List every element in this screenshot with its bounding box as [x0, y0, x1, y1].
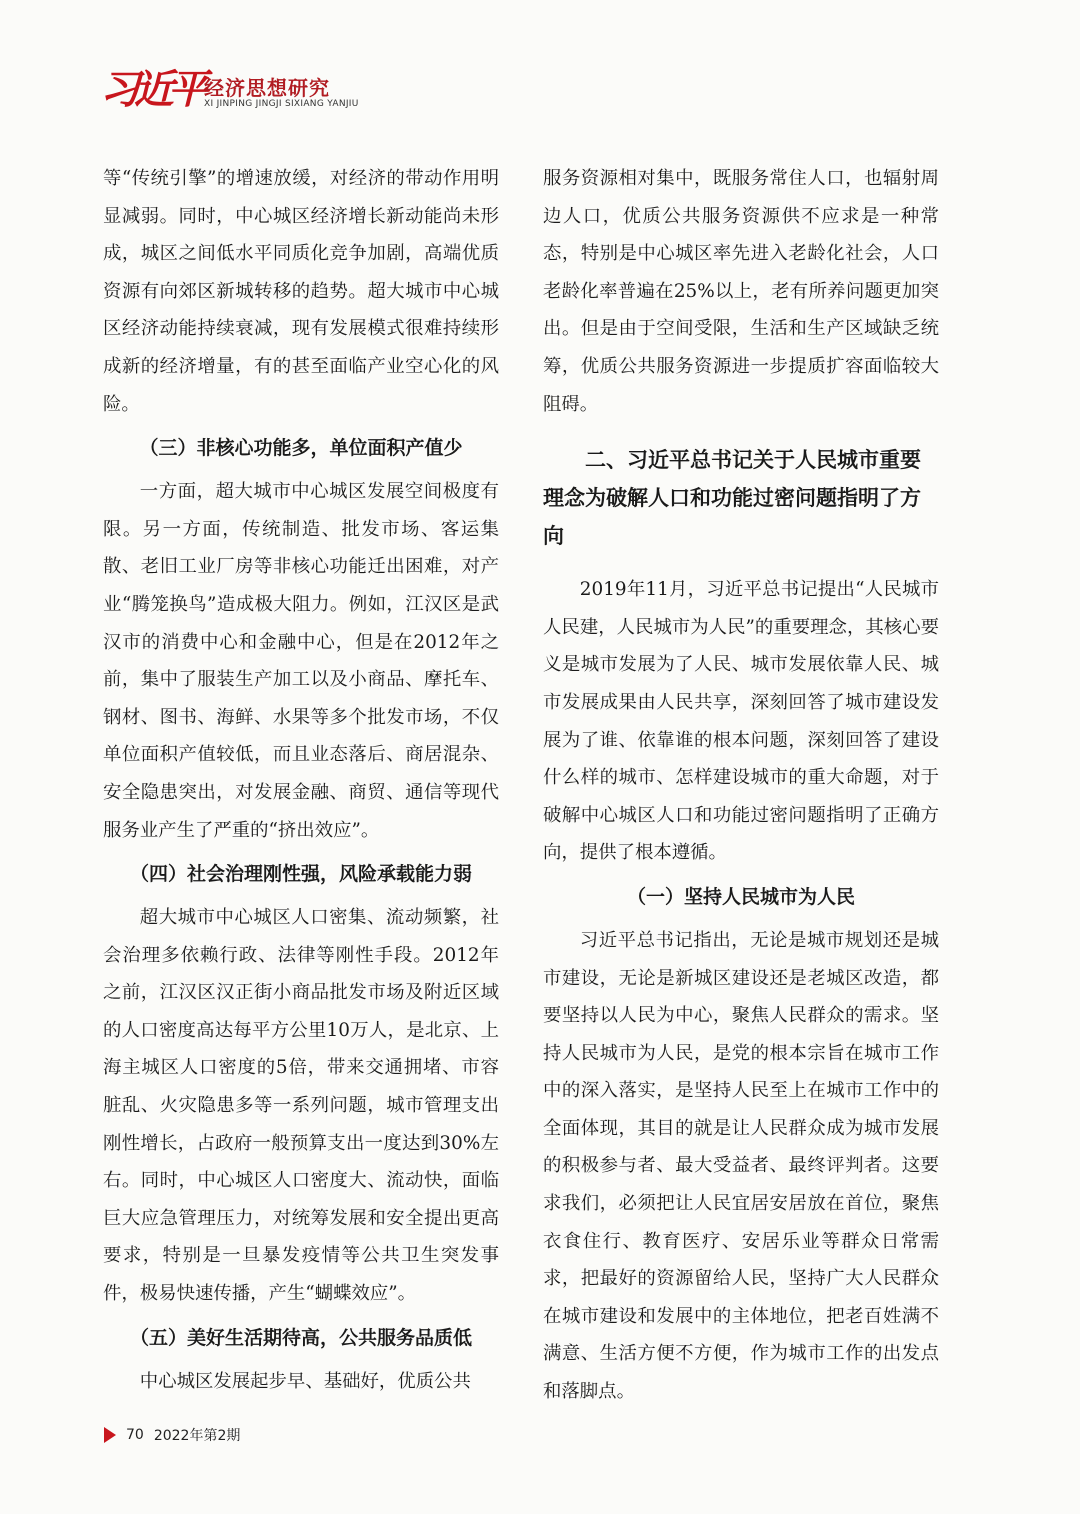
triangle-marker-icon [104, 1427, 116, 1443]
paragraph: 2019年11月，习近平总书记提出“人民城市人民建，人民城市为人民”的重要理念，其核心要义是城市发展为了人民、城市发展依靠人民、城市发展成果由人民共享，深刻回答了城市建设发展为了谁、依靠谁的根本问题，深刻回答了建设什么样的城市、怎样建设城市的重大命题，对于破解中心城区人口和功能过密问题指明了正确方向，提供了根本遵循。 [543, 579, 939, 864]
paragraph: 等“传统引擎”的增速放缓，对经济的带动作用明显减弱。同时，中心城区经济增长新动能尚未形成，城区之间低水平同质化竞争加剧，高端优质资源有向郊区新城转移的趋势。超大城市中心城区经济动能持续衰减，现有发展模式很难持续形成新的经济增量，有的甚至面临产业空心化的风险。 [103, 168, 499, 415]
page-footer [104, 1425, 240, 1445]
journal-pinyin: XI JINPING JINGJI SIXIANG YANJIU [204, 99, 359, 109]
page-number: 70 [126, 1427, 144, 1443]
journal-title: 经济思想研究 [204, 76, 330, 100]
section-heading: （一）坚持人民城市为人民 [626, 885, 855, 908]
section-heading: （五）美好生活期待高，公共服务品质低 [129, 1326, 472, 1349]
paragraph: 一方面，超大城市中心城区发展空间极度有限。另一方面，传统制造、批发市场、客运集散、老旧工业厂房等非核心功能迁出困难，对产业“腾笼换鸟”造成极大阻力。例如，江汉区是武汉市的消费中心和金融中心，但是在2012年之前，集中了服装生产加工以及小商品、摩托车、钢材、图书、海鲜、水果等多个批发市场，不仅单位面积产值较低，而且业态落后、商居混杂、安全隐患突出，对发展金融、商贸、通信等现代服务业产生了严重的“挤出效应”。 [103, 481, 499, 841]
paragraph: 服务资源相对集中，既服务常住人口，也辐射周边人口，优质公共服务资源供不应求是一种常态，特别是中心城区率先进入老龄化社会，人口老龄化率普遍在25%以上，老有所养问题更加突出。但是由于空间受限，生活和生产区域缺乏统筹，优质公共服务资源进一步提质扩容面临较大阻碍。 [543, 168, 939, 415]
issue-label: 2022年第2期 [153, 1428, 241, 1444]
chapter-heading: 二、习近平总书记关于人民城市重要理念为破解人口和功能过密问题指明了方向 [543, 448, 921, 549]
right-column [543, 160, 939, 1411]
paragraph: 中心城区发展起步早、基础好，优质公共 [139, 1370, 471, 1392]
calligraphy-logo: 习近平 [100, 66, 202, 113]
paragraph: 超大城市中心城区人口密集、流动频繁，社会治理多依赖行政、法律等刚性手段。2012年之前，江汉区汉正街小商品批发市场及附近区域的人口密度高达每平方公里10万人，是北京、上海主城区人口密度的5倍，带来交通拥堵、市容脏乱、火灾隐患多等一系列问题，城市管理支出刚性增长，占政府一般预算支出一度达到30%左右。同时，中心城区人口密度大、流动快，面临巨大应急管理压力，对统筹发展和安全提出更高要求，特别是一旦暴发疫情等公共卫生突发事件，极易快速传播，产生“蝴蝶效应”。 [103, 907, 499, 1305]
section-heading: （三）非核心功能多，单位面积产值少 [139, 437, 463, 460]
left-column [103, 160, 499, 1400]
section-heading: （四）社会治理刚性强，风险承载能力弱 [129, 863, 472, 886]
paragraph: 习近平总书记指出，无论是城市规划还是城市建设，无论是新城区建设还是老城区改造，都要坚持以人民为中心，聚焦人民群众的需求。坚持人民城市为人民，是党的根本宗旨在城市工作中的深入落实，是坚持人民至上在城市工作中的全面体现，其目的就是让人民群众成为城市发展的积极参与者、最大受益者、最终评判者。这要求我们，必须把让人民宜居安居放在首位，聚焦衣食住行、教育医疗、安居乐业等群众日常需求，把最好的资源留给人民，坚持广大人民群众在城市建设和发展中的主体地位，把老百姓满不满意、生活方便不方便，作为城市工作的出发点和落脚点。 [543, 929, 939, 1403]
